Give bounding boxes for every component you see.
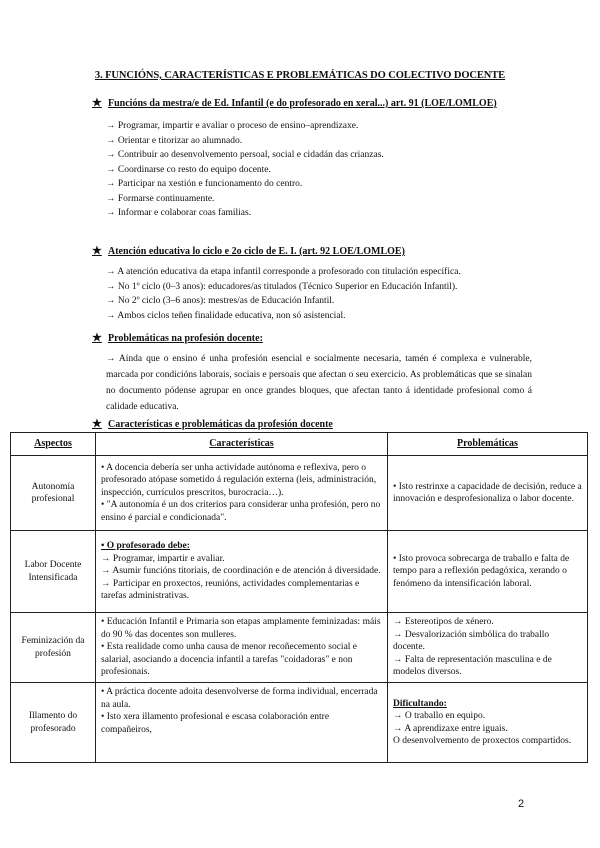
list-item: → Formarse continuamente. bbox=[106, 193, 215, 204]
table-row bbox=[11, 613, 588, 683]
section-table-heading bbox=[92, 418, 532, 431]
list-item: → No 2º ciclo (3–6 anos): mestres/as de Educación Infantil. bbox=[106, 296, 335, 306]
section-funcions bbox=[92, 97, 532, 221]
list-item: → Contribuír ao desenvolvemento persoal, social e cidadán das crianzas. bbox=[106, 150, 384, 160]
list-item: → Programar, impartir e avaliar o proceso de ensino–aprendizaxe. bbox=[106, 121, 359, 131]
cell-line: • Isto xera illamento profesional e escasa colaboración entre compañeiros, bbox=[101, 712, 330, 735]
characteristics-cell bbox=[96, 613, 388, 683]
cell-line: • Isto provoca sobrecarga de traballo e falta de tempo para a reflexión pedagóxica, xerando o fenómeno da intensificación laboral. bbox=[393, 553, 570, 589]
section-atencion bbox=[92, 245, 532, 323]
problems-cell bbox=[388, 531, 588, 613]
problems-cell bbox=[388, 613, 588, 683]
list-item: → Orientar e titorizar ao alumnado. bbox=[106, 135, 243, 146]
cell-line: → Asumir funcións titoriais, de coordinación e de atención á diversidade. bbox=[101, 566, 381, 577]
list-item: → Participar na xestión e funcionamento do centro. bbox=[106, 179, 303, 189]
cell-line: • A docencia debería ser unha actividade autónoma e reflexiva, pero o profesorado atópase sometido á regulación externa (leis, administración, inspección, currículos prescritos, burocracia…). bbox=[101, 462, 377, 498]
star-bullet-icon: ★ bbox=[92, 245, 102, 257]
aspect-cell: Labor Docente Intensificada bbox=[11, 531, 96, 613]
page-title: 3. FUNCIÓNS, CARACTERÍSTICAS E PROBLEMÁTICAS DO COLECTIVO DOCENTE bbox=[94, 70, 506, 81]
aspect-cell: Illamento do profesorado bbox=[11, 683, 96, 763]
section-heading: Características e problemáticas da profesión docente bbox=[108, 419, 333, 430]
cell-line: → A aprendizaxe entre iguais. bbox=[393, 723, 508, 734]
cell-subheading: Dificultando: bbox=[393, 698, 447, 709]
characteristics-cell bbox=[96, 456, 388, 531]
functions-list bbox=[106, 119, 532, 221]
cell-subheading: • O profesorado debe: bbox=[101, 541, 190, 552]
list-item: → No 1º ciclo (0–3 anos): educadores/as titulados (Técnico Superior en Educación Infantil). bbox=[106, 281, 458, 292]
table-row bbox=[11, 531, 588, 613]
section-problematicas bbox=[92, 332, 532, 415]
cell-line: O desenvolvemento de proxectos compartidos. bbox=[393, 736, 572, 746]
section-heading: Atención educativa lo ciclo e 2o ciclo de E. I. (art. 92 LOE/LOMLOE) bbox=[108, 246, 405, 257]
cell-line: → Estereotipos de xénero. bbox=[393, 617, 494, 628]
cell-line: → O traballo en equipo. bbox=[393, 711, 486, 721]
aspect-cell: Feminización da profesión bbox=[11, 613, 96, 683]
cell-line: • Educación Infantil e Primaria son etapas amplamente feminizadas: máis do 90 % das docentes son mulleres. bbox=[101, 617, 381, 640]
header-aspectos: Aspectos bbox=[11, 433, 96, 456]
cell-line: → Desvalorización simbólica do traballo docente. bbox=[393, 629, 550, 653]
list-item: → Ambos ciclos teñen finalidade educativa, non só asistencial. bbox=[106, 310, 346, 321]
cell-line: • A práctica docente adoita desenvolverse de forma individual, encerrada na aula. bbox=[101, 687, 378, 710]
header-problematicas: Problemáticas bbox=[388, 433, 588, 456]
section-heading: Funcións da mestra/e de Ed. Infantil (e do profesorado en xeral...) art. 91 (LOE/LOMLOE) bbox=[108, 98, 497, 109]
problems-cell bbox=[388, 683, 588, 763]
attention-list bbox=[106, 265, 532, 323]
section-heading: Problemáticas na profesión docente: bbox=[108, 333, 263, 344]
table-header-row bbox=[11, 433, 588, 456]
cell-line: • "A autonomía é un dos criterios para considerar unha profesión, pero no ensino é parcial e condicionada". bbox=[101, 500, 381, 523]
star-bullet-icon: ★ bbox=[92, 332, 102, 344]
cell-line: → Falta de representación masculina e de modelos diversos. bbox=[393, 654, 552, 678]
characteristics-table bbox=[10, 432, 588, 763]
cell-line: • Esta realidade como unha causa de menor recoñecemento social e salarial, asociando a docencia infantil a tarefas "coidadoras" e non profesionais. bbox=[101, 642, 358, 678]
list-item: → A atención educativa da etapa infantil corresponde a profesorado con titulación específica. bbox=[106, 267, 461, 277]
list-item: → Coordinarse co resto do equipo docente. bbox=[106, 164, 271, 175]
table-row bbox=[11, 456, 588, 531]
star-bullet-icon: ★ bbox=[92, 97, 102, 109]
aspect-cell: Autonomía profesional bbox=[11, 456, 96, 531]
star-bullet-icon: ★ bbox=[92, 418, 102, 430]
page-number: 2 bbox=[518, 798, 525, 810]
cell-line: → Programar, impartir e avaliar. bbox=[101, 553, 225, 564]
characteristics-cell bbox=[96, 683, 388, 763]
table-row bbox=[11, 683, 588, 763]
problems-cell bbox=[388, 456, 588, 531]
header-caracteristicas: Características bbox=[96, 433, 388, 456]
cell-line: → Participar en proxectos, reunións, actividades complementarias e tarefas administrativas. bbox=[101, 578, 360, 602]
list-item: → Informar e colaborar coas familias. bbox=[106, 208, 252, 218]
cell-line: • Isto restrinxe a capacidade de decisión, reduce a innovación e desprofesionaliza o labor docente. bbox=[393, 481, 582, 504]
problems-paragraph: → Aínda que o ensino é unha profesión esencial e socialmente necesaria, tamén é complexa e vulnerable, marcada por condicións laborais, sociais e persoais que afectan o seu exercicio. As problemáticas que se sinalan no documento pódense agrupar en once grandes bloques, que afectan tanto á identidade profesional como á calidade educativa. bbox=[106, 354, 532, 412]
characteristics-cell bbox=[96, 531, 388, 613]
